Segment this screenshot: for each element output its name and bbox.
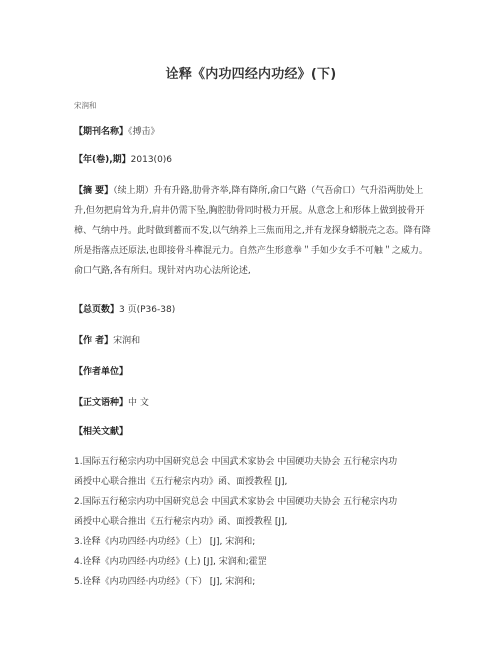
pages-field bbox=[74, 300, 434, 320]
related-item: 3.诠释《内功四经·内功经》（上） [J], 宋润和; bbox=[74, 537, 256, 547]
authors-field bbox=[74, 331, 434, 351]
authors-value: 宋润和 bbox=[113, 336, 141, 346]
affiliation-field bbox=[74, 362, 434, 382]
pages-label: 【总页数】 bbox=[74, 305, 120, 315]
journal-label: 【期刊名称】 bbox=[74, 127, 129, 137]
authors-label: 【作 者】 bbox=[74, 336, 114, 346]
pages-value: 3 页(P36-38) bbox=[119, 305, 176, 315]
abstract-field bbox=[74, 181, 434, 281]
language-value: 中 文 bbox=[128, 398, 149, 408]
abstract-text: （续上期）升有升路,肋骨齐举,降有降所,俞口气路（气吾俞口）气升沿两肋处上升,但勿把肩耸为升,肩井仍需下坠,胸腔肋骨同时极力开展。从意念上和形体上做到披骨开樟、气纳中丹。此时做到蓄而不发,以气纳养上三焦而用之,并有龙探身蟒脱壳之态。降有降所是指落点还原法,也即接骨斗榫混元力。自然产生形意拳＂手如少女手不可触＂之威力。俞口气路,各有所归。现针对内功心法所论述, bbox=[74, 186, 431, 276]
related-heading-field bbox=[74, 422, 434, 442]
affiliation-label: 【作者单位】 bbox=[74, 367, 129, 377]
related-list bbox=[74, 452, 434, 592]
year-issue-label: 【年(卷),期】 bbox=[74, 155, 131, 165]
related-item: 5.诠释《内功四经·内功经》（下） [J], 宋润和; bbox=[74, 577, 256, 587]
journal-field bbox=[74, 122, 434, 142]
year-issue-field bbox=[74, 150, 434, 170]
related-item: 4.诠释《内功四经·内功经》(上) [J], 宋润和;霍罡 bbox=[74, 557, 267, 567]
related-item: 函授中心联合推出《五行秘宗内功》函、面授教程 [J], bbox=[74, 477, 288, 487]
related-label: 【相关文献】 bbox=[74, 427, 129, 437]
journal-value: 《搏击》 bbox=[128, 127, 160, 137]
language-field bbox=[74, 393, 434, 413]
header-author: 宋润和 bbox=[74, 101, 97, 110]
document-title: 诠释《内功四经内功经》(下) bbox=[165, 67, 337, 82]
related-item: 2.国际五行秘宗内功中国研究总会 中国武术家协会 中国硬功夫协会 五行秘宗内功 bbox=[74, 497, 398, 507]
related-item: 1.国际五行秘宗内功中国研究总会 中国武术家协会 中国硬功夫协会 五行秘宗内功 bbox=[74, 457, 398, 467]
abstract-label: 【摘 要】 bbox=[74, 186, 114, 196]
related-item: 函授中心联合推出《五行秘宗内功》函、面授教程 [J], bbox=[74, 517, 288, 527]
year-issue-value: 2013(0)6 bbox=[130, 155, 173, 165]
language-label: 【正文语种】 bbox=[74, 398, 129, 408]
